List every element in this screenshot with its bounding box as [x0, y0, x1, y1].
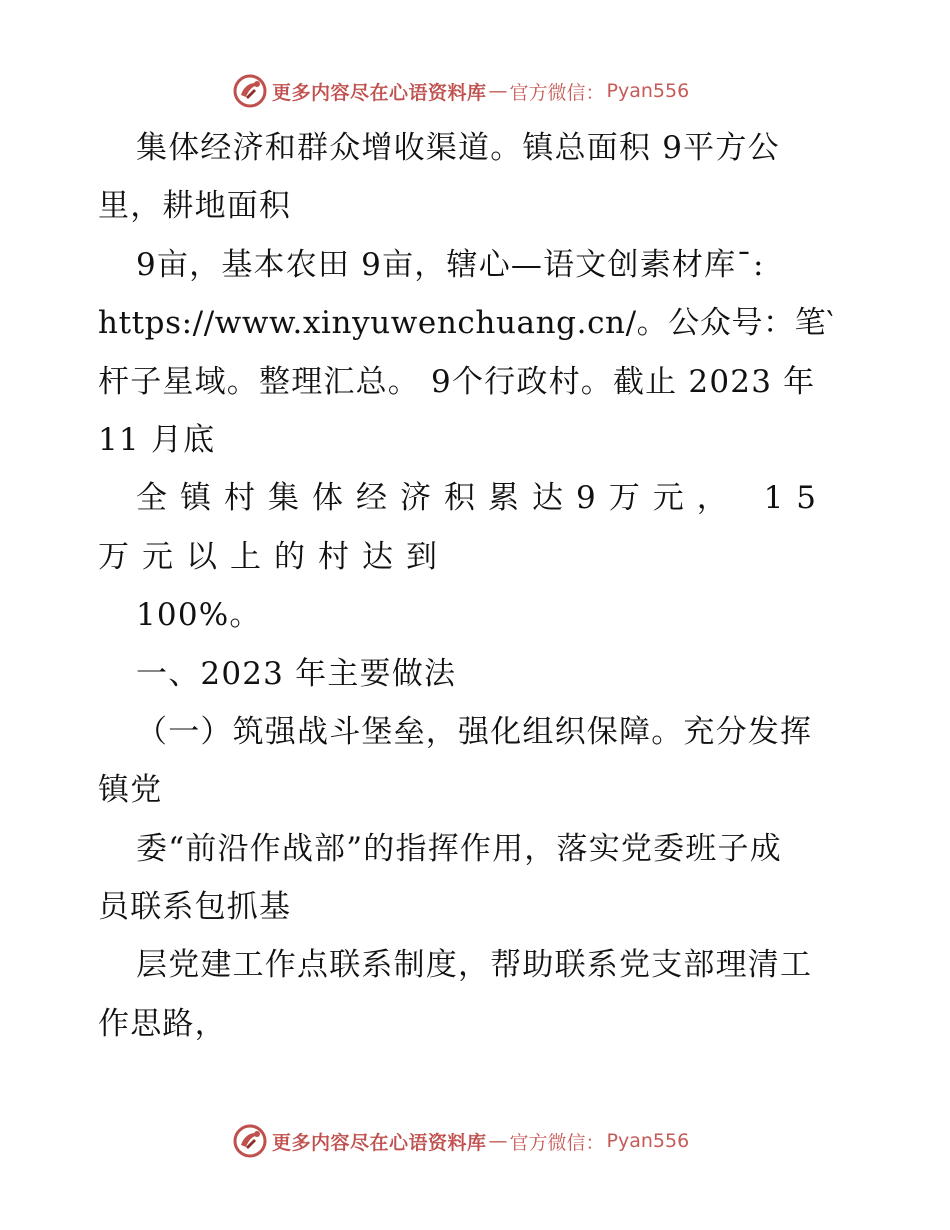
- text-line: 9亩，基本农田 9亩，辖心—语文创素材库¯:: [136, 246, 765, 283]
- text-line: 里，耕地面积: [98, 188, 292, 225]
- brand-logo-icon: [232, 1123, 268, 1159]
- watermark-wechat-label: 官方微信：: [509, 81, 605, 104]
- text-line: 层党建工作点联系制度，帮助联系党支部理清工: [136, 947, 813, 984]
- text-line: 杆子星域。整理汇总。 9个行政村。截止 2023 年: [98, 363, 816, 400]
- text-line: https://www.xinyuwenchuang.cn/。公众号：笔‵: [98, 305, 834, 342]
- watermark-main-text: 更多内容尽在心语资料库: [272, 1131, 487, 1154]
- text-line: 委“前沿作战部”的指挥作用，落实党委班子成: [136, 830, 782, 867]
- watermark-dash: —: [488, 1130, 508, 1152]
- text-line: 100%。: [136, 597, 262, 634]
- footer-watermark: [232, 1123, 689, 1159]
- text-line: 集体经济和群众增收渠道。镇总面积 9平方公: [136, 130, 780, 166]
- text-line: 作思路，: [98, 1005, 227, 1042]
- text-line: 11 月底: [98, 421, 216, 458]
- section-heading: 一、2023 年主要做法: [136, 655, 457, 692]
- header-watermark: [232, 73, 689, 109]
- text-line: 全镇村集体经济积累达9万元， 15: [136, 480, 830, 517]
- watermark-wechat-id: Pyan556: [606, 80, 690, 102]
- document-body: [98, 119, 858, 1053]
- text-line: 员联系包抓基: [98, 889, 292, 926]
- text-line: 镇党: [98, 772, 163, 809]
- text-line: 万元以上的村达到: [98, 538, 450, 575]
- watermark-wechat-label: 官方微信：: [509, 1131, 605, 1154]
- watermark-wechat-id: Pyan556: [606, 1130, 690, 1152]
- watermark-dash: —: [488, 80, 508, 102]
- text-line: （一）筑强战斗堡垒，强化组织保障。充分发挥: [136, 713, 813, 750]
- brand-logo-icon: [232, 73, 268, 109]
- watermark-main-text: 更多内容尽在心语资料库: [272, 81, 487, 104]
